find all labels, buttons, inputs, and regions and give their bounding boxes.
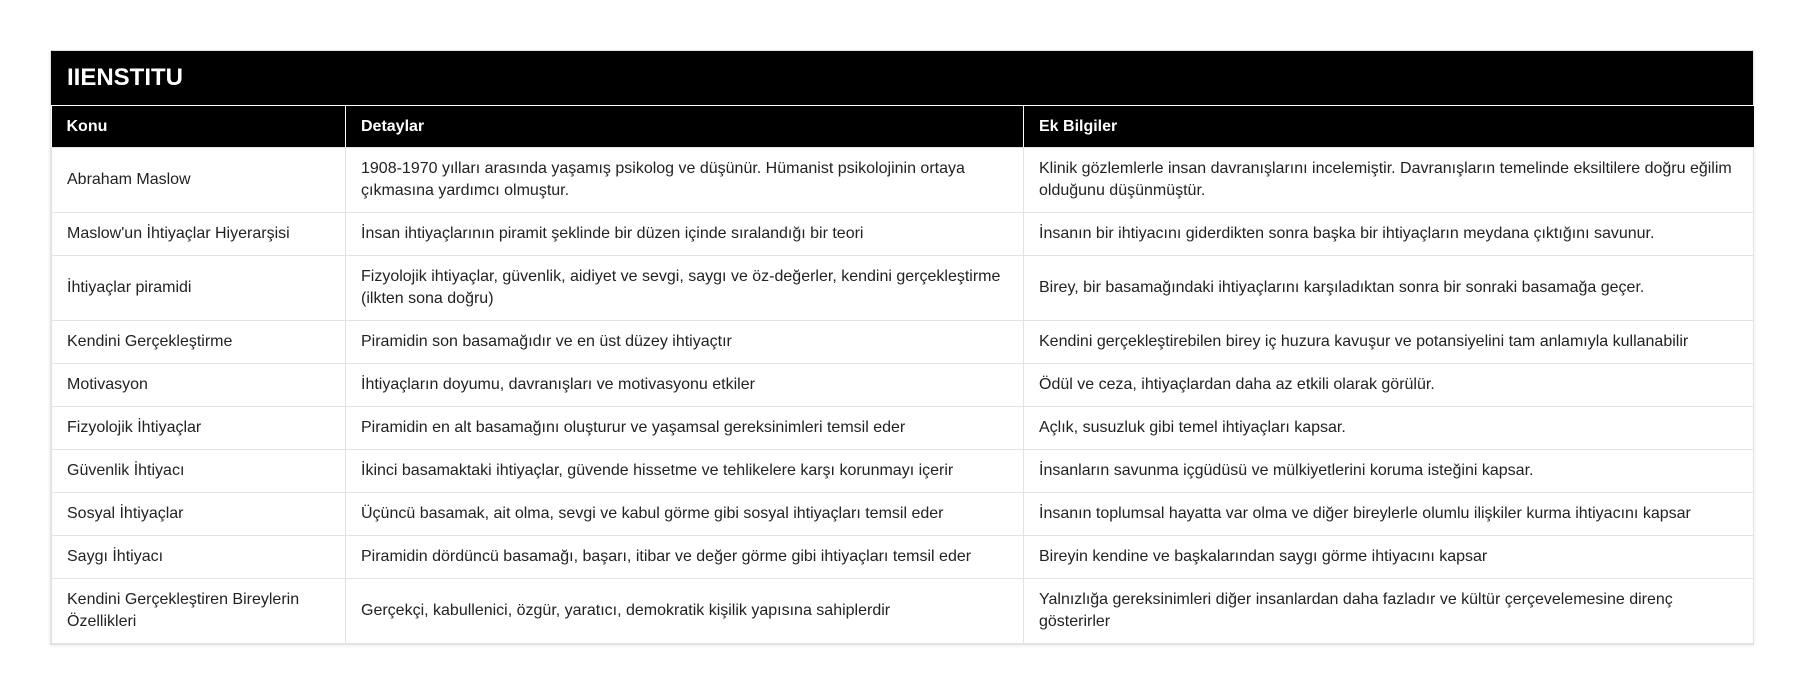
cell-konu: Maslow'un İhtiyaçlar Hiyerarşisi	[52, 213, 346, 256]
header-detaylar: Detaylar	[346, 106, 1024, 148]
header-konu: Konu	[52, 106, 346, 148]
cell-detaylar: İkinci basamaktaki ihtiyaçlar, güvende hissetme ve tehlikelere karşı korunmayı içerir	[346, 450, 1024, 493]
cell-konu: Güvenlik İhtiyacı	[52, 450, 346, 493]
cell-konu: Sosyal İhtiyaçlar	[52, 493, 346, 536]
cell-detaylar: İnsan ihtiyaçlarının piramit şeklinde bir düzen içinde sıralandığı bir teori	[346, 213, 1024, 256]
cell-ek-bilgiler: Bireyin kendine ve başkalarından saygı görme ihtiyacını kapsar	[1024, 536, 1754, 579]
table-row	[52, 213, 1754, 256]
table-row	[52, 321, 1754, 364]
cell-ek-bilgiler: Klinik gözlemlerle insan davranışlarını incelemiştir. Davranışların temelinde eksiltilere doğru eğilim olduğunu düşünmüştür.	[1024, 148, 1754, 213]
table-row	[52, 407, 1754, 450]
cell-konu: Kendini Gerçekleştiren Bireylerin Özellikleri	[52, 579, 346, 644]
table-row	[52, 579, 1754, 644]
table-row	[52, 364, 1754, 407]
table-row	[52, 493, 1754, 536]
cell-detaylar: Üçüncü basamak, ait olma, sevgi ve kabul görme gibi sosyal ihtiyaçları temsil eder	[346, 493, 1024, 536]
cell-konu: Saygı İhtiyacı	[52, 536, 346, 579]
table-title: IIENSTITU	[51, 51, 1753, 105]
cell-konu: Kendini Gerçekleştirme	[52, 321, 346, 364]
cell-detaylar: İhtiyaçların doyumu, davranışları ve motivasyonu etkiler	[346, 364, 1024, 407]
cell-ek-bilgiler: Yalnızlığa gereksinimleri diğer insanlardan daha fazladır ve kültür çerçevelemesine direnç gösterirler	[1024, 579, 1754, 644]
header-ek-bilgiler: Ek Bilgiler	[1024, 106, 1754, 148]
cell-detaylar: Piramidin en alt basamağını oluşturur ve yaşamsal gereksinimleri temsil eder	[346, 407, 1024, 450]
cell-detaylar: Piramidin dördüncü basamağı, başarı, itibar ve değer görme gibi ihtiyaçları temsil eder	[346, 536, 1024, 579]
cell-detaylar: Piramidin son basamağıdır ve en üst düzey ihtiyaçtır	[346, 321, 1024, 364]
table-row	[52, 256, 1754, 321]
cell-konu: Motivasyon	[52, 364, 346, 407]
cell-konu: İhtiyaçlar piramidi	[52, 256, 346, 321]
cell-konu: Fizyolojik İhtiyaçlar	[52, 407, 346, 450]
cell-detaylar: 1908-1970 yılları arasında yaşamış psikolog ve düşünür. Hümanist psikolojinin ortaya çıkmasına yardımcı olmuştur.	[346, 148, 1024, 213]
cell-ek-bilgiler: Ödül ve ceza, ihtiyaçlardan daha az etkili olarak görülür.	[1024, 364, 1754, 407]
cell-ek-bilgiler: Kendini gerçekleştirebilen birey iç huzura kavuşur ve potansiyelini tam anlamıyla kullanabilir	[1024, 321, 1754, 364]
cell-detaylar: Fizyolojik ihtiyaçlar, güvenlik, aidiyet ve sevgi, saygı ve öz-değerler, kendini gerçekleştirme (ilkten sona doğru)	[346, 256, 1024, 321]
cell-detaylar: Gerçekçi, kabullenici, özgür, yaratıcı, demokratik kişilik yapısına sahiplerdir	[346, 579, 1024, 644]
header-row	[52, 106, 1754, 148]
info-table-card	[50, 50, 1754, 645]
info-table	[51, 105, 1754, 644]
table-row	[52, 450, 1754, 493]
cell-ek-bilgiler: İnsanın toplumsal hayatta var olma ve diğer bireylerle olumlu ilişkiler kurma ihtiyacını kapsar	[1024, 493, 1754, 536]
cell-ek-bilgiler: Birey, bir basamağındaki ihtiyaçlarını karşıladıktan sonra bir sonraki basamağa geçer.	[1024, 256, 1754, 321]
cell-ek-bilgiler: Açlık, susuzluk gibi temel ihtiyaçları kapsar.	[1024, 407, 1754, 450]
cell-ek-bilgiler: İnsanların savunma içgüdüsü ve mülkiyetlerini koruma isteğini kapsar.	[1024, 450, 1754, 493]
cell-ek-bilgiler: İnsanın bir ihtiyacını giderdikten sonra başka bir ihtiyaçların meydana çıktığını savunur.	[1024, 213, 1754, 256]
cell-konu: Abraham Maslow	[52, 148, 346, 213]
table-row	[52, 536, 1754, 579]
table-row	[52, 148, 1754, 213]
